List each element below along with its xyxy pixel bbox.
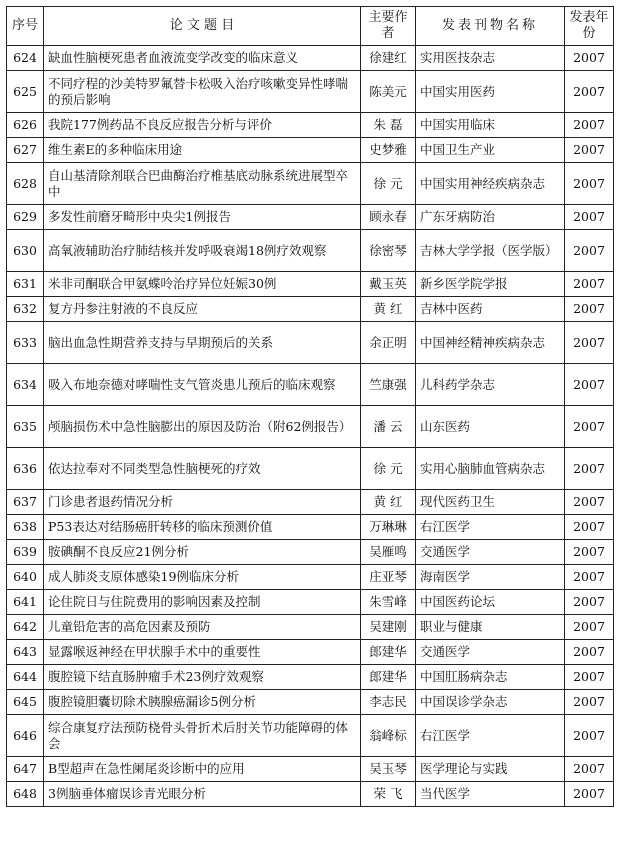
- cell-journal: 儿科药学杂志: [416, 364, 565, 406]
- header-no: 序号: [7, 7, 44, 46]
- cell-no: 648: [7, 782, 44, 807]
- cell-author: 顾永春: [361, 205, 416, 230]
- cell-no: 644: [7, 665, 44, 690]
- table-row: [7, 205, 614, 230]
- cell-no: 631: [7, 272, 44, 297]
- cell-title: 自山基清除剂联合巴曲酶治疗椎基底动脉系统进展型卒中: [44, 163, 361, 205]
- table-row: [7, 113, 614, 138]
- cell-title: 颅脑损伤术中急性脑膨出的原因及防治（附62例报告）: [44, 406, 361, 448]
- cell-title: 腹腔镜胆囊切除术胰腺癌漏诊5例分析: [44, 690, 361, 715]
- cell-title: 依达拉奉对不同类型急性脑梗死的疗效: [44, 448, 361, 490]
- cell-author: 朱雪峰: [361, 590, 416, 615]
- cell-no: 633: [7, 322, 44, 364]
- cell-no: 627: [7, 138, 44, 163]
- table-row: [7, 640, 614, 665]
- cell-no: 630: [7, 230, 44, 272]
- cell-journal: 海南医学: [416, 565, 565, 590]
- cell-title: 综合康复疗法预防桡骨头骨折术后肘关节功能障碍的体会: [44, 715, 361, 757]
- cell-author: 徐 元: [361, 448, 416, 490]
- cell-year: 2007: [565, 113, 614, 138]
- cell-journal: 中国实用临床: [416, 113, 565, 138]
- cell-year: 2007: [565, 297, 614, 322]
- cell-title: B型超声在急性阑尾炎诊断中的应用: [44, 757, 361, 782]
- cell-title: 吸入布地奈德对哮喘性支气管炎患儿预后的临床观察: [44, 364, 361, 406]
- cell-no: 629: [7, 205, 44, 230]
- table-row: [7, 230, 614, 272]
- cell-author: 黄 红: [361, 297, 416, 322]
- cell-no: 643: [7, 640, 44, 665]
- cell-journal: 中国实用医药: [416, 71, 565, 113]
- cell-author: 郎建华: [361, 640, 416, 665]
- cell-year: 2007: [565, 364, 614, 406]
- cell-journal: 中国误诊学杂志: [416, 690, 565, 715]
- cell-journal: 医学理论与实践: [416, 757, 565, 782]
- cell-author: 徐密琴: [361, 230, 416, 272]
- cell-year: 2007: [565, 490, 614, 515]
- table-row: [7, 715, 614, 757]
- cell-title: 腹腔镜下结直肠肿瘤手术23例疗效观察: [44, 665, 361, 690]
- cell-year: 2007: [565, 272, 614, 297]
- cell-year: 2007: [565, 757, 614, 782]
- cell-year: 2007: [565, 615, 614, 640]
- cell-journal: 职业与健康: [416, 615, 565, 640]
- cell-no: 638: [7, 515, 44, 540]
- cell-author: 黄 红: [361, 490, 416, 515]
- cell-year: 2007: [565, 782, 614, 807]
- cell-year: 2007: [565, 406, 614, 448]
- cell-year: 2007: [565, 71, 614, 113]
- cell-year: 2007: [565, 640, 614, 665]
- cell-author: 朱 磊: [361, 113, 416, 138]
- papers-table: [6, 6, 614, 807]
- cell-year: 2007: [565, 163, 614, 205]
- cell-year: 2007: [565, 138, 614, 163]
- cell-title: 论住院日与住院费用的影响因素及控制: [44, 590, 361, 615]
- table-row: [7, 138, 614, 163]
- cell-title: 成人肺炎支原体感染19例临床分析: [44, 565, 361, 590]
- cell-no: 636: [7, 448, 44, 490]
- cell-title: 缺血性脑梗死患者血液流变学改变的临床意义: [44, 46, 361, 71]
- cell-no: 632: [7, 297, 44, 322]
- table-row: [7, 615, 614, 640]
- cell-year: 2007: [565, 205, 614, 230]
- cell-journal: 中国医药论坛: [416, 590, 565, 615]
- cell-title: 多发性前磨牙畸形中央尖1例报告: [44, 205, 361, 230]
- cell-author: 余正明: [361, 322, 416, 364]
- table-row: [7, 690, 614, 715]
- cell-no: 641: [7, 590, 44, 615]
- table-row: [7, 540, 614, 565]
- table-body: [7, 46, 614, 807]
- cell-title: 米非司酮联合甲氨蝶呤治疗异位妊娠30例: [44, 272, 361, 297]
- cell-journal: 新乡医学院学报: [416, 272, 565, 297]
- cell-no: 626: [7, 113, 44, 138]
- header-year: 发表年份: [565, 7, 614, 46]
- cell-journal: 山东医药: [416, 406, 565, 448]
- header-row: [7, 7, 614, 46]
- table-row: [7, 490, 614, 515]
- cell-author: 荣 飞: [361, 782, 416, 807]
- table-row: [7, 665, 614, 690]
- cell-year: 2007: [565, 515, 614, 540]
- cell-title: 维生素E的多种临床用途: [44, 138, 361, 163]
- cell-title: 高氧液辅助治疗肺结核并发呼吸衰竭18例疗效观察: [44, 230, 361, 272]
- cell-author: 万琳琳: [361, 515, 416, 540]
- table-row: [7, 757, 614, 782]
- cell-year: 2007: [565, 322, 614, 364]
- cell-no: 624: [7, 46, 44, 71]
- table-row: [7, 515, 614, 540]
- table-row: [7, 406, 614, 448]
- cell-journal: 广东牙病防治: [416, 205, 565, 230]
- table-row: [7, 272, 614, 297]
- table-row: [7, 163, 614, 205]
- cell-journal: 右江医学: [416, 715, 565, 757]
- cell-author: 戴玉英: [361, 272, 416, 297]
- cell-title: 复方丹参注射液的不良反应: [44, 297, 361, 322]
- table-row: [7, 46, 614, 71]
- cell-author: 郎建华: [361, 665, 416, 690]
- cell-title: P53表达对结肠癌肝转移的临床预测价值: [44, 515, 361, 540]
- table-row: [7, 364, 614, 406]
- cell-journal: 吉林中医药: [416, 297, 565, 322]
- cell-title: 3例脑垂体瘤误诊青光眼分析: [44, 782, 361, 807]
- cell-journal: 右江医学: [416, 515, 565, 540]
- cell-no: 628: [7, 163, 44, 205]
- cell-journal: 中国卫生产业: [416, 138, 565, 163]
- cell-author: 史梦雅: [361, 138, 416, 163]
- cell-author: 吴玉琴: [361, 757, 416, 782]
- table-row: [7, 448, 614, 490]
- cell-journal: 交通医学: [416, 640, 565, 665]
- table-row: [7, 782, 614, 807]
- header-author: 主要作者: [361, 7, 416, 46]
- cell-journal: 实用医技杂志: [416, 46, 565, 71]
- cell-journal: 中国肛肠病杂志: [416, 665, 565, 690]
- cell-author: 竺康强: [361, 364, 416, 406]
- cell-year: 2007: [565, 230, 614, 272]
- cell-author: 翁峰标: [361, 715, 416, 757]
- cell-no: 647: [7, 757, 44, 782]
- cell-no: 645: [7, 690, 44, 715]
- cell-journal: 中国神经精神疾病杂志: [416, 322, 565, 364]
- cell-journal: 中国实用神经疾病杂志: [416, 163, 565, 205]
- cell-journal: 交通医学: [416, 540, 565, 565]
- cell-journal: 吉林大学学报（医学版）: [416, 230, 565, 272]
- cell-author: 潘 云: [361, 406, 416, 448]
- cell-title: 门诊患者退药情况分析: [44, 490, 361, 515]
- cell-title: 胺碘酮不良反应21例分析: [44, 540, 361, 565]
- cell-no: 642: [7, 615, 44, 640]
- cell-no: 637: [7, 490, 44, 515]
- cell-year: 2007: [565, 690, 614, 715]
- cell-title: 我院177例药品不良反应报告分析与评价: [44, 113, 361, 138]
- cell-year: 2007: [565, 590, 614, 615]
- cell-author: 李志民: [361, 690, 416, 715]
- cell-author: 吴雁鸣: [361, 540, 416, 565]
- cell-journal: 当代医学: [416, 782, 565, 807]
- cell-title: 显露喉返神经在甲状腺手术中的重要性: [44, 640, 361, 665]
- header-title: 论 文 题 目: [44, 7, 361, 46]
- table-row: [7, 297, 614, 322]
- cell-author: 吴建刚: [361, 615, 416, 640]
- table-row: [7, 71, 614, 113]
- cell-title: 脑出血急性期营养支持与早期预后的关系: [44, 322, 361, 364]
- cell-journal: 现代医药卫生: [416, 490, 565, 515]
- cell-year: 2007: [565, 565, 614, 590]
- cell-no: 640: [7, 565, 44, 590]
- cell-no: 635: [7, 406, 44, 448]
- cell-author: 徐建红: [361, 46, 416, 71]
- cell-year: 2007: [565, 715, 614, 757]
- cell-year: 2007: [565, 46, 614, 71]
- cell-title: 不同疗程的沙美特罗氟替卡松吸入治疗咳嗽变异性哮喘的预后影响: [44, 71, 361, 113]
- cell-year: 2007: [565, 540, 614, 565]
- cell-year: 2007: [565, 665, 614, 690]
- cell-year: 2007: [565, 448, 614, 490]
- cell-no: 639: [7, 540, 44, 565]
- table-row: [7, 565, 614, 590]
- cell-no: 646: [7, 715, 44, 757]
- table-row: [7, 322, 614, 364]
- table-row: [7, 590, 614, 615]
- cell-title: 儿童铅危害的高危因素及预防: [44, 615, 361, 640]
- cell-author: 陈美元: [361, 71, 416, 113]
- header-journal: 发表刊物名称: [416, 7, 565, 46]
- cell-author: 庄亚琴: [361, 565, 416, 590]
- cell-no: 625: [7, 71, 44, 113]
- cell-no: 634: [7, 364, 44, 406]
- cell-author: 徐 元: [361, 163, 416, 205]
- cell-journal: 实用心脑肺血管病杂志: [416, 448, 565, 490]
